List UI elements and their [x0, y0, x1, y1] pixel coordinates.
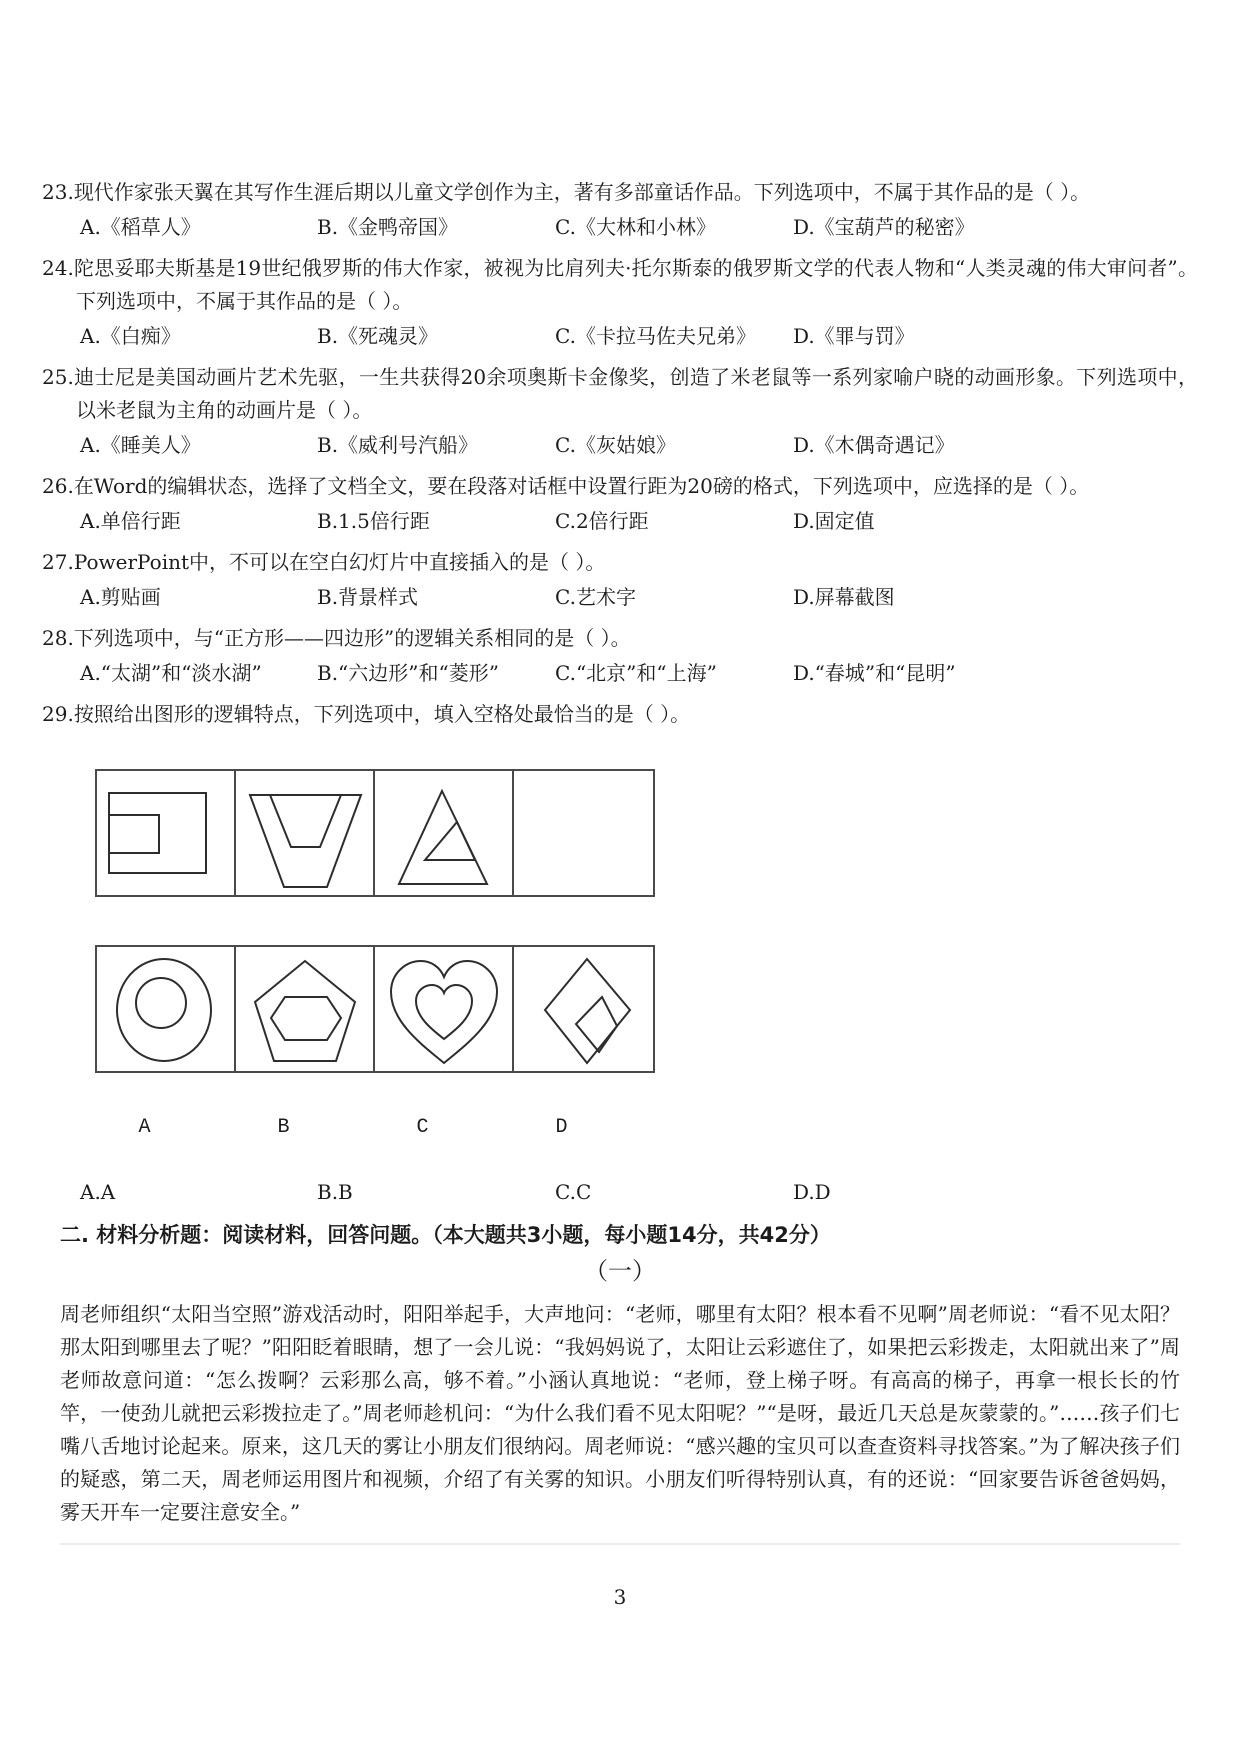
figure-cell-empty — [514, 771, 653, 895]
option-d: D.“春城”和“昆明” — [793, 661, 956, 685]
question-24 — [42, 252, 1198, 318]
footer-divider — [60, 1543, 1180, 1545]
option-c: C.艺术字 — [555, 585, 636, 609]
question-number: 26. — [42, 474, 74, 498]
figure-label-b: B — [277, 1116, 290, 1139]
option-b: B.《金鸭帝国》 — [317, 215, 459, 239]
figure-cell-nested-trapezoids — [236, 771, 375, 895]
option-a: A.A — [80, 1180, 116, 1204]
pentagon-with-hexagon-icon — [236, 947, 375, 1071]
figure-label-a: A — [138, 1116, 151, 1139]
option-d: D.屏幕截图 — [793, 585, 895, 609]
nested-hearts-icon — [375, 947, 514, 1071]
question-text: 在Word的编辑状态，选择了文档全文，要在段落对话框中设置行距为20磅的格式，下列选项中，应选择的是（ ）。 — [73, 474, 1090, 498]
section-heading: 二. 材料分析题：阅读材料，回答问题。（本大题共3小题，每小题14分，共42分） — [60, 1223, 831, 1247]
nested-circles-icon — [97, 947, 236, 1071]
option-c: C.“北京”和“上海” — [555, 661, 717, 685]
option-a: A.“太湖”和“淡水湖” — [80, 661, 262, 685]
figure-label-c: C — [416, 1116, 429, 1139]
figure-choice-labels — [75, 1115, 631, 1140]
nested-trapezoids-icon — [236, 771, 375, 895]
option-a: A.剪贴画 — [80, 585, 161, 609]
option-b: B.1.5倍行距 — [317, 509, 430, 533]
page-number: 3 — [613, 1585, 627, 1609]
question-number: 23. — [42, 180, 74, 204]
figure-cell-nested-diamonds — [514, 947, 653, 1071]
option-c: C.《灰姑娘》 — [555, 433, 676, 457]
question-23 — [42, 176, 1198, 209]
figure-cell-nested-rectangles — [97, 771, 236, 895]
option-c: C.C — [555, 1180, 592, 1204]
option-c: C.《大林和小林》 — [555, 215, 716, 239]
question-28 — [42, 622, 1198, 655]
option-c: C.《卡拉马佐夫兄弟》 — [555, 324, 756, 348]
part-label: （一） — [584, 1257, 656, 1285]
question-28-options — [80, 657, 1198, 690]
question-27-options — [80, 581, 1198, 614]
question-27 — [42, 546, 1198, 579]
question-number: 27. — [42, 550, 74, 574]
option-d: D.《罪与罚》 — [793, 324, 915, 348]
question-number: 28. — [42, 626, 74, 650]
question-25-options — [80, 429, 1198, 462]
option-d: D.D — [793, 1180, 831, 1204]
question-29-options — [80, 1176, 1198, 1209]
option-b: B.背景样式 — [317, 585, 419, 609]
option-b: B.B — [317, 1180, 353, 1204]
figure-cell-nested-hearts — [375, 947, 514, 1071]
question-text: 陀思妥耶夫斯基是19世纪俄罗斯的伟大作家，被视为比肩列夫·托尔斯泰的俄罗斯文学的代表人物和“人类灵魂的伟大审问者”。下列选项中，不属于其作品的是（ ）。 — [73, 256, 1198, 313]
nested-triangles-icon — [375, 771, 514, 895]
question-text: 下列选项中，与“正方形——四边形”的逻辑关系相同的是（ ）。 — [73, 626, 631, 650]
figure-cell-nested-circles — [97, 947, 236, 1071]
question-text: 迪士尼是美国动画片艺术先驱，一生共获得20余项奥斯卡金像奖，创造了米老鼠等一系列家喻户晓的动画形象。下列选项中，以米老鼠为主角的动画片是（ ）。 — [73, 365, 1198, 422]
question-29 — [42, 698, 1198, 731]
figure-cell-nested-triangles — [375, 771, 514, 895]
figure-cell-pentagon-hexagon — [236, 947, 375, 1071]
option-d: D.《宝葫芦的秘密》 — [793, 215, 975, 239]
question-23-options — [80, 211, 1198, 244]
option-b: B.“六边形”和“菱形” — [317, 661, 499, 685]
question-26-options — [80, 505, 1198, 538]
question-text: PowerPoint中，不可以在空白幻灯片中直接插入的是（ ）。 — [73, 550, 606, 574]
option-a: A.单倍行距 — [80, 509, 181, 533]
option-b: B.《死魂灵》 — [317, 324, 439, 348]
nested-diamonds-icon — [514, 947, 653, 1071]
question-text: 现代作家张天翼在其写作生涯后期以儿童文学创作为主，著有多部童话作品。下列选项中，不属于其作品的是（ ）。 — [73, 180, 1091, 204]
option-a: A.《睡美人》 — [80, 433, 201, 457]
figure-grid-row1 — [95, 769, 655, 897]
option-d: D.固定值 — [793, 509, 875, 533]
nested-rectangles-icon — [97, 771, 236, 895]
figure-label-d: D — [555, 1116, 568, 1139]
question-24-options — [80, 320, 1198, 353]
question-number: 29. — [42, 702, 74, 726]
material-passage: 周老师组织“太阳当空照”游戏活动时，阳阳举起手，大声地问：“老师，哪里有太阳？根本看不见啊”周老师说：“看不见太阳？那太阳到哪里去了呢？”阳阳眨着眼睛，想了一会儿说：“我妈妈说了，太阳让云彩遮住了，如果把云彩拨走，太阳就出来了”周老师故意问道：“怎么拨啊？云彩那么高，够不着。”小涵认真地说：“老师，登上梯子呀。有高高的梯子，再拿一根长长的竹竿，一使劲儿就把云彩拨拉走了。”周老师趁机问：“为什么我们看不见太阳呢？”“是呀，最近几天总是灰蒙蒙的。”……孩子们七嘴八舌地讨论起来。原来，这几天的雾让小朋友们很纳闷。周老师说：“感兴趣的宝贝可以查查资料寻找答案。”为了解决孩子们的疑惑，第二天，周老师运用图片和视频，介绍了有关雾的知识。小朋友们听得特别认真，有的还说：“回家要告诉爸爸妈妈，雾天开车一定要注意安全。” — [60, 1302, 1180, 1524]
option-a: A.《白痴》 — [80, 324, 181, 348]
option-d: D.《木偶奇遇记》 — [793, 433, 955, 457]
figure-grid-row2 — [95, 945, 655, 1073]
option-a: A.《稻草人》 — [80, 215, 201, 239]
question-text: 按照给出图形的逻辑特点，下列选项中，填入空格处最恰当的是（ ）。 — [73, 702, 691, 726]
question-number: 24. — [42, 256, 74, 280]
question-number: 25. — [42, 365, 74, 389]
question-26 — [42, 470, 1198, 503]
option-b: B.《威利号汽船》 — [317, 433, 479, 457]
question-25 — [42, 361, 1198, 427]
option-c: C.2倍行距 — [555, 509, 649, 533]
